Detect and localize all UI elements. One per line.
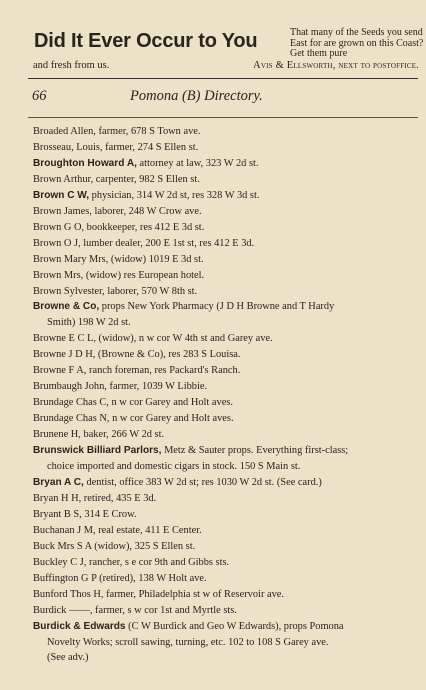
entry-line [33,539,418,555]
entry-text: Browne E C L, (widow), n w cor W 4th st and Garey ave. [33,333,273,345]
advertisement-banner [28,0,424,79]
entry-text: Browne F A, ranch foreman, res Packard's Ranch. [33,365,241,377]
entry-text: Browne J D H, (Browne & Co), res 283 S Louisa. [33,349,241,361]
entry-text: Bunford Thos H, farmer, Philadelphia st w of Reservoir ave. [33,588,285,600]
directory-entry [28,491,418,507]
directory-entry [28,427,418,443]
entry-line [33,475,418,491]
entry-line [33,491,418,507]
entry-line [33,443,418,459]
entry-line [33,507,418,523]
ad-tagline: and fresh from us. [33,60,110,71]
directory-entry [28,331,418,347]
entry-line [33,124,418,140]
directory-entry [28,124,418,140]
directory-entry [28,555,418,571]
entry-line [33,236,418,252]
entry-text: Brunene H, baker, 266 W 2d st. [33,429,165,441]
entry-line [33,188,418,204]
entry-line [33,172,418,188]
entry-line [33,395,418,411]
entry-name: Browne & Co, [33,301,100,313]
page-number: 66 [32,88,47,104]
entry-text: Brundage Chas N, n w cor Garey and Holt aves. [33,413,234,425]
ad-advertiser: Avis & Ellsworth, next to postoffice. [253,60,419,71]
directory-entry [28,347,418,363]
entry-text: Buckley C J, rancher, s e cor 9th and Gibbs sts. [33,556,230,568]
directory-entry [28,539,418,555]
running-head [28,79,418,118]
directory-entry [28,236,418,252]
entry-text: Brown Arthur, carpenter, 982 S Ellen st. [33,173,200,185]
entry-text: Burdick ——, farmer, s w cor 1st and Myrtle sts. [33,604,237,616]
entry-text: Brown Mrs, (widow) res European hotel. [33,269,205,281]
directory-entry [28,220,418,236]
entry-line [33,523,418,539]
entry-line [33,331,418,347]
entry-line [33,268,418,284]
directory-entry [28,172,418,188]
directory-entry [28,284,418,300]
entry-text: Brosseau, Louis, farmer, 274 S Ellen st. [33,141,199,153]
directory-entry [28,523,418,539]
directory-entry [28,619,418,667]
directory-entry [28,379,418,395]
entry-name: Brunswick Billiard Parlors, [33,445,162,457]
entry-text: Metz & Sauter props. Everything first-class; [161,445,349,457]
entry-name: Bryan A C, [33,476,84,488]
entry-text: Buchanan J M, real estate, 411 E Center. [33,524,202,536]
directory-entry [28,188,418,204]
directory-entry [28,299,418,331]
entry-text: Broaded Allen, farmer, 678 S Town ave. [33,126,201,137]
directory-entry [28,268,418,284]
directory-title: Pomona (B) Directory. [130,88,263,104]
entry-continuation: Novelty Works; scroll sawing, turning, etc. 102 to 108 S Garey ave. [47,636,329,648]
entry-line [33,363,418,379]
directory-entry [28,475,418,491]
entry-name: Brown C W, [33,189,90,201]
entry-text: Brown James, laborer, 248 W Crow ave. [33,205,202,217]
entry-text: Bryant B S, 314 E Crow. [33,508,137,520]
entry-line [33,220,418,236]
entry-text: Brumbaugh John, farmer, 1039 W Libbie. [33,381,208,393]
entry-line [33,252,418,268]
ad-bottom-line [33,60,419,71]
directory-entry [28,140,418,156]
ad-headline: Did It Ever Occur to You [34,30,258,52]
directory-entry [28,156,418,172]
entry-text: Buffington G P (retired), 138 W Holt ave. [33,572,207,584]
entry-text: Bryan H H, retired, 435 E 3d. [33,492,157,504]
directory-entry [28,443,418,475]
directory-entry [28,395,418,411]
entry-line [33,379,418,395]
entry-text: Brown G O, bookkeeper, res 412 E 3d st. [33,221,205,233]
entry-text: Buck Mrs S A (widow), 325 S Ellen st. [33,540,196,552]
entry-text: Brundage Chas C, n w cor Garey and Holt aves. [33,397,233,409]
directory-entry [28,204,418,220]
directory-entry [28,603,418,619]
directory-entries [28,118,418,666]
entry-line [33,204,418,220]
entry-text: Brown O J, lumber dealer, 200 E 1st st, res 412 E 3d. [33,237,255,249]
directory-entry [28,587,418,603]
entry-text: physician, 314 W 2d st, res 328 W 3d st. [89,189,260,201]
entry-line [33,427,418,443]
entry-line [33,140,418,156]
directory-entry [28,363,418,379]
ad-question-text: That many of the Seeds you send East for are grown on this Coast? Get them pure [290,27,424,59]
entry-text: attorney at law, 323 W 2d st. [136,157,259,169]
entry-line [33,587,418,603]
entry-continuation: choice imported and domestic cigars in stock. 150 S Main st. [47,461,301,473]
entry-text: dentist, office 383 W 2d st; res 1030 W 2d st. (See card.) [83,476,322,488]
directory-entry [28,411,418,427]
entry-line [33,603,418,619]
entry-line [33,411,418,427]
entry-line [33,619,418,635]
entry-text: Brown Mary Mrs, (widow) 1019 E 3d st. [33,253,204,265]
entry-text: (C W Burdick and Geo W Edwards), props Pomona [125,620,344,632]
entry-line [33,284,418,300]
entry-continuation: Smith) 198 W 2d st. [47,317,131,329]
entry-line [33,347,418,363]
entry-continuation: (See adv.) [47,652,89,664]
entry-line [33,555,418,571]
entry-line [33,156,418,172]
entry-line [33,299,418,315]
directory-entry [28,252,418,268]
entry-name: Broughton Howard A, [33,157,137,169]
directory-entry [28,571,418,587]
directory-entry [28,507,418,523]
entry-text: Brown Sylvester, laborer, 570 W 8th st. [33,285,198,297]
entry-name: Burdick & Edwards [33,620,126,632]
entry-line [33,571,418,587]
entry-text: props New York Pharmacy (J D H Browne and T Hardy [99,301,335,313]
